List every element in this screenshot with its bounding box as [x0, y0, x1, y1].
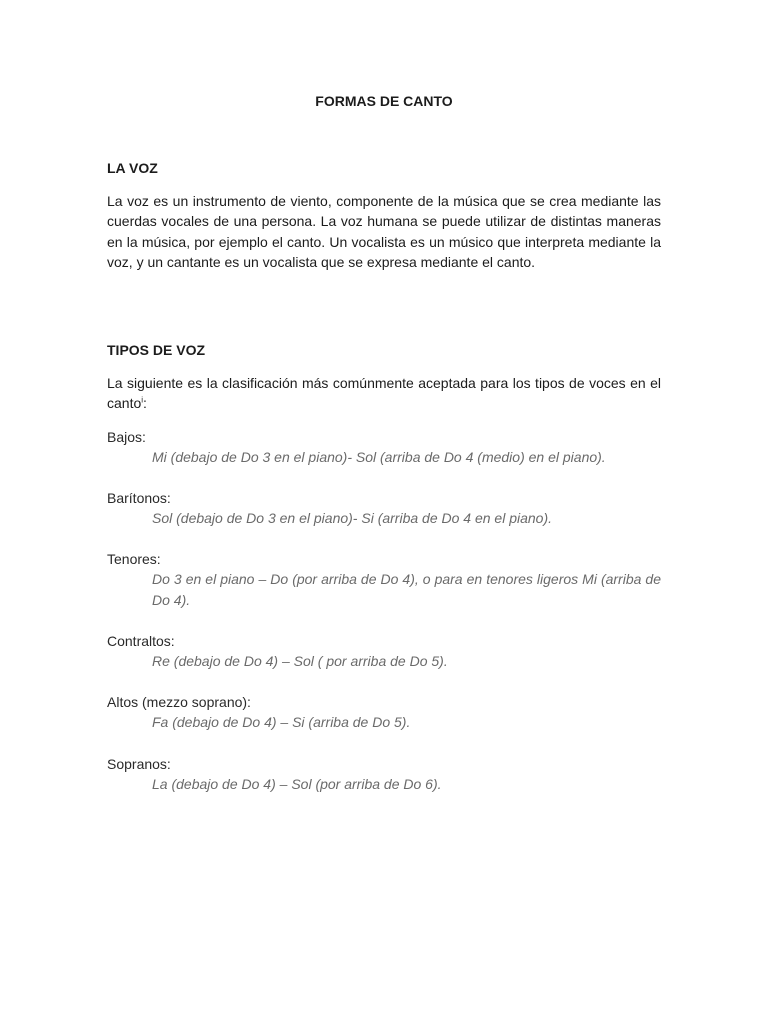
footnote-mark: i [141, 395, 144, 405]
voice-type-item [107, 427, 661, 468]
voice-type-label: Contraltos: [107, 633, 175, 649]
section-heading-tipos-de-voz: TIPOS DE VOZ [107, 342, 206, 358]
section-heading-la-voz: LA VOZ [107, 160, 158, 176]
voice-type-item [107, 488, 661, 529]
voice-type-item [107, 754, 661, 795]
voice-type-label: Tenores: [107, 551, 161, 567]
voice-type-item [107, 549, 661, 610]
voice-type-item [107, 631, 661, 672]
intro-end: : [143, 395, 147, 412]
voice-type-range: Mi (debajo de Do 3 en el piano)- Sol (arriba de Do 4 (medio) en el piano). [152, 449, 606, 466]
voice-type-range: Sol (debajo de Do 3 en el piano)- Si (arriba de Do 4 en el piano). [152, 510, 553, 527]
intro-text: La siguiente es la clasificación más comúnmente aceptada para los tipos de voces en el canto [107, 375, 661, 412]
voice-type-label: Bajos: [107, 429, 146, 445]
voice-type-item [107, 692, 661, 733]
voice-type-label: Barítonos: [107, 490, 171, 506]
la-voz-paragraph: La voz es un instrumento de viento, componente de la música que se crea mediante las cuerdas vocales de una persona. La voz humana se puede utilizar de distintas maneras en la música, por ejemplo el canto. Un vocalista es un músico que interpreta mediante la voz, y un cantante es un vocalista que se expresa mediante el canto. [107, 193, 661, 271]
voice-type-range: Do 3 en el piano – Do (por arriba de Do 4), o para en tenores ligeros Mi (arriba de Do 4). [152, 571, 661, 608]
voice-type-range: Fa (debajo de Do 4) – Si (arriba de Do 5). [152, 714, 411, 731]
tipos-de-voz-intro [107, 373, 661, 414]
voice-type-range: La (debajo de Do 4) – Sol (por arriba de Do 6). [152, 776, 442, 793]
voice-type-range: Re (debajo de Do 4) – Sol ( por arriba de Do 5). [152, 653, 448, 670]
document-title: FORMAS DE CANTO [315, 93, 453, 109]
voice-type-label: Sopranos: [107, 756, 171, 772]
voice-type-label: Altos (mezzo soprano): [107, 694, 251, 710]
